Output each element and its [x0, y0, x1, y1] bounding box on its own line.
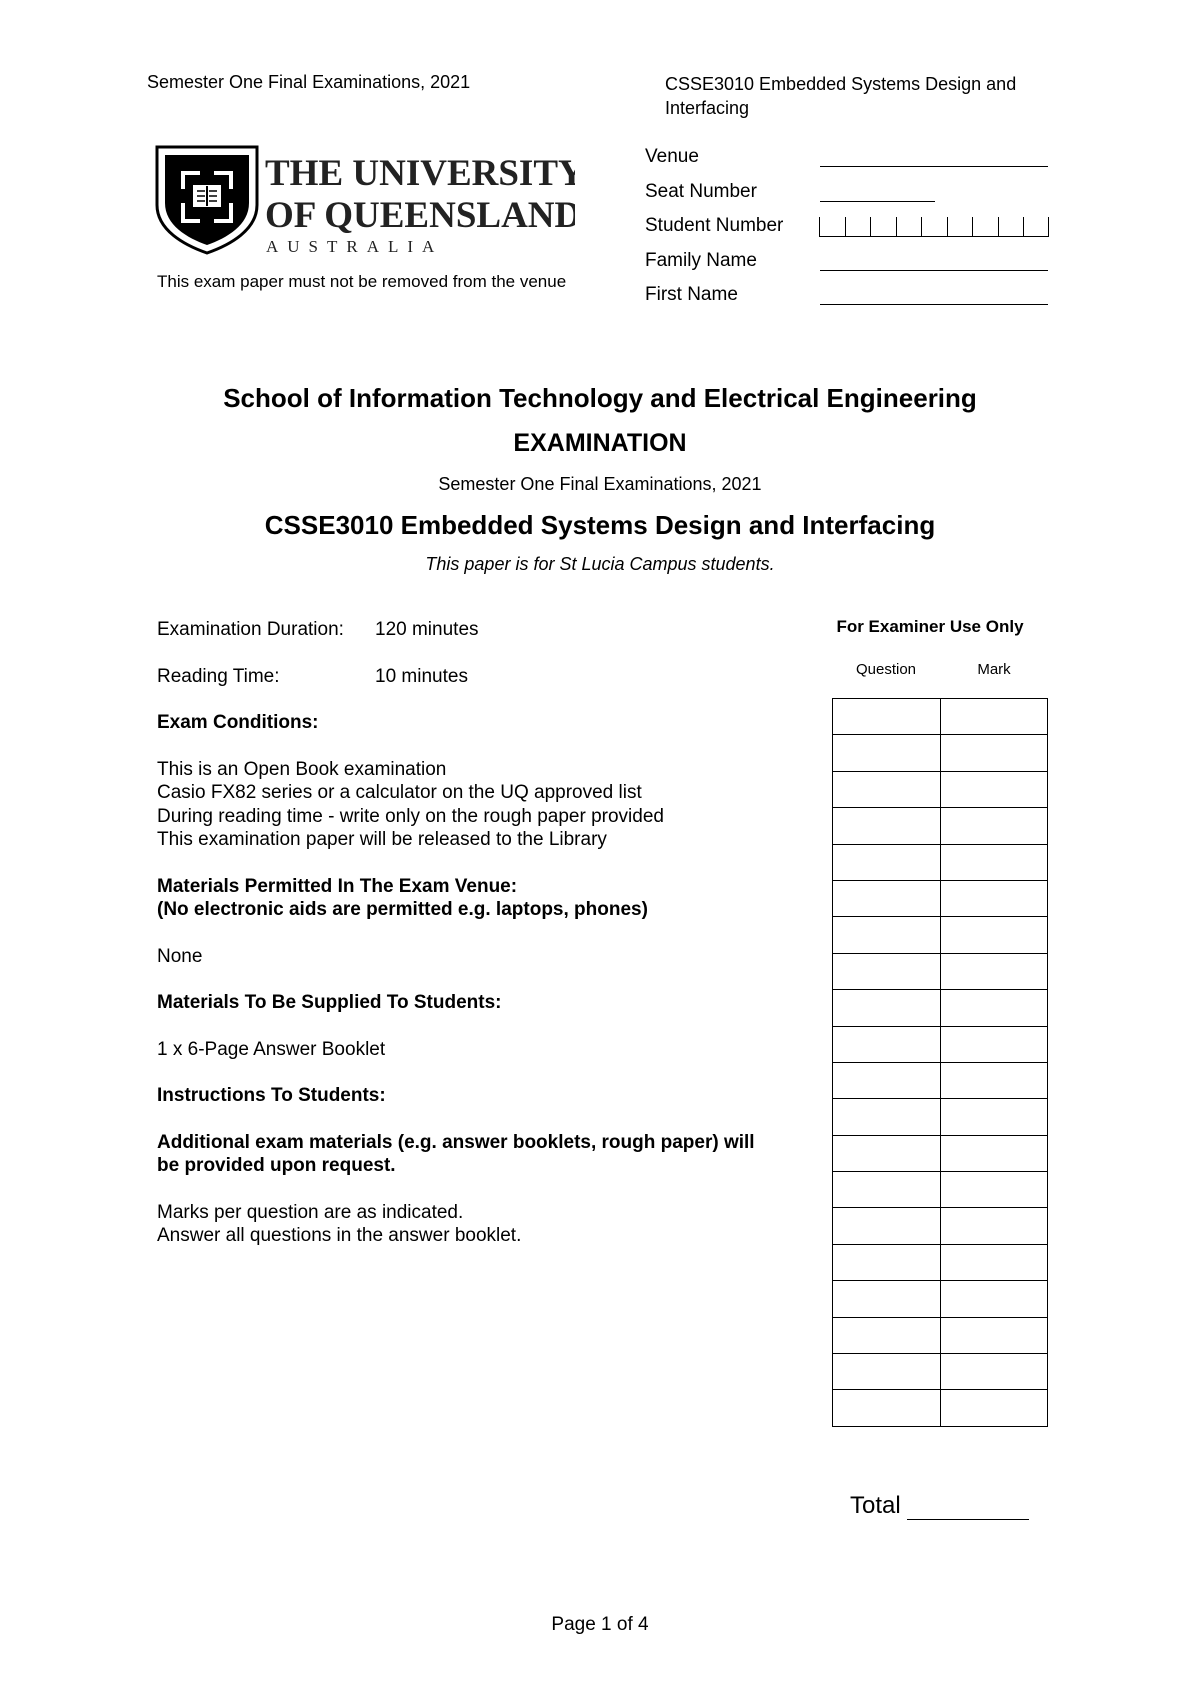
venue-label: Venue: [645, 146, 699, 167]
family-name-label: Family Name: [645, 249, 757, 271]
table-row: [833, 1354, 1048, 1390]
first-name-field[interactable]: [820, 304, 1048, 305]
digit-box[interactable]: [819, 217, 845, 237]
mark-column-header: Mark: [977, 661, 1011, 678]
digit-box[interactable]: [896, 217, 922, 237]
mark-cell: [940, 699, 1048, 735]
table-row: [833, 880, 1048, 916]
question-cell: [833, 1099, 941, 1135]
question-cell: [833, 1317, 941, 1353]
additional-materials-line2: be provided upon request.: [157, 1155, 396, 1176]
table-row: [833, 990, 1048, 1026]
mark-cell: [940, 1026, 1048, 1062]
total-label: Total: [850, 1492, 901, 1519]
additional-materials-line1: Additional exam materials (e.g. answer booklets, rough paper) will: [157, 1131, 755, 1153]
question-cell: [833, 1135, 941, 1171]
table-row: [833, 808, 1048, 844]
course-title: CSSE3010 Embedded Systems Design and Interfacing: [264, 510, 936, 540]
question-cell: [833, 880, 941, 916]
table-row: [833, 1281, 1048, 1317]
question-cell: [833, 735, 941, 771]
instructions-heading: Instructions To Students:: [157, 1085, 386, 1106]
table-row: [833, 1244, 1048, 1280]
table-row: [833, 844, 1048, 880]
digit-box[interactable]: [1023, 217, 1049, 237]
digit-box[interactable]: [845, 217, 871, 237]
mark-cell: [940, 953, 1048, 989]
candidate-form: [645, 146, 1165, 319]
seat-number-label: Seat Number: [645, 180, 757, 202]
family-name-row: [645, 250, 1165, 285]
condition-item: This is an Open Book examination: [157, 758, 447, 780]
condition-item: Casio FX82 series or a calculator on the UQ approved list: [157, 782, 642, 803]
examiner-heading: For Examiner Use Only: [836, 617, 1024, 636]
question-cell: [833, 917, 941, 953]
mark-cell: [940, 1244, 1048, 1280]
uq-crest-icon: [155, 145, 575, 255]
mark-cell: [940, 917, 1048, 953]
logo-line1: THE UNIVERSITY: [265, 153, 575, 194]
question-cell: [833, 1244, 941, 1280]
table-row: [833, 699, 1048, 735]
table-row: [833, 1026, 1048, 1062]
materials-subheading: (No electronic aids are permitted e.g. laptops, phones): [157, 899, 648, 920]
mark-cell: [940, 1390, 1048, 1426]
table-row: [833, 1390, 1048, 1426]
first-name-label: First Name: [645, 284, 738, 305]
page-number: Page 1 of 4: [551, 1614, 649, 1635]
header-right: CSSE3010 Embedded Systems Design and Interfacing: [665, 74, 1017, 118]
venue-row: [645, 146, 1165, 181]
table-row: [833, 1135, 1048, 1171]
student-number-field[interactable]: [819, 217, 1049, 237]
question-cell: [833, 699, 941, 735]
mark-cell: [940, 844, 1048, 880]
mark-cell: [940, 880, 1048, 916]
condition-item: This examination paper will be released to the Library: [157, 829, 607, 850]
venue-note: This exam paper must not be removed from the venue: [157, 272, 567, 291]
digit-box[interactable]: [972, 217, 998, 237]
table-row: [833, 1172, 1048, 1208]
question-column-header: Question: [855, 661, 917, 678]
mark-cell: [940, 1062, 1048, 1098]
venue-field[interactable]: [820, 166, 1048, 167]
question-cell: [833, 1354, 941, 1390]
logo-line3: AUSTRALIA: [266, 237, 444, 255]
student-number-row: [645, 215, 1165, 250]
student-number-label: Student Number: [645, 215, 784, 236]
seat-number-field[interactable]: [820, 201, 935, 202]
table-row: [833, 1062, 1048, 1098]
question-cell: [833, 844, 941, 880]
mark-cell: [940, 1281, 1048, 1317]
first-name-row: [645, 284, 1165, 319]
table-row: [833, 1317, 1048, 1353]
supplied-value: 1 x 6-Page Answer Booklet: [157, 1038, 386, 1060]
question-cell: [833, 1281, 941, 1317]
marks-note: Marks per question are as indicated.: [157, 1201, 464, 1223]
materials-heading: Materials Permitted In The Exam Venue:: [157, 875, 518, 897]
duration-label: Examination Duration:: [157, 619, 344, 640]
reading-label: Reading Time:: [157, 665, 280, 687]
mark-cell: [940, 1354, 1048, 1390]
semester-subtitle: Semester One Final Examinations, 2021: [438, 474, 762, 494]
mark-cell: [940, 1317, 1048, 1353]
mark-cell: [940, 808, 1048, 844]
uq-logo: [155, 145, 575, 255]
question-cell: [833, 771, 941, 807]
mark-cell: [940, 1208, 1048, 1244]
digit-box[interactable]: [947, 217, 973, 237]
table-row: [833, 1208, 1048, 1244]
mark-cell: [940, 771, 1048, 807]
table-row: [833, 771, 1048, 807]
mark-cell: [940, 1172, 1048, 1208]
conditions-heading: Exam Conditions:: [157, 712, 319, 733]
question-cell: [833, 1026, 941, 1062]
mark-cell: [940, 990, 1048, 1026]
total-line: [907, 1497, 1029, 1520]
exam-details: [157, 618, 817, 1248]
table-row: [833, 953, 1048, 989]
mark-cell: [940, 1099, 1048, 1135]
logo-line2: OF QUEENSLAND: [265, 195, 575, 236]
header-left: Semester One Final Examinations, 2021: [147, 72, 471, 92]
table-row: [833, 917, 1048, 953]
materials-value: None: [157, 945, 203, 967]
mark-cell: [940, 735, 1048, 771]
answer-note: Answer all questions in the answer booklet.: [157, 1225, 522, 1246]
table-row: [833, 735, 1048, 771]
question-cell: [833, 808, 941, 844]
digit-box[interactable]: [870, 217, 896, 237]
exam-title: EXAMINATION: [513, 429, 687, 457]
mark-cell: [940, 1135, 1048, 1171]
condition-item: During reading time - write only on the rough paper provided: [157, 805, 664, 827]
seat-number-row: [645, 181, 1165, 216]
table-row: [833, 1099, 1048, 1135]
duration-row: [157, 618, 817, 642]
reading-row: [157, 665, 817, 689]
campus-note: This paper is for St Lucia Campus students.: [425, 554, 775, 574]
school-title: School of Information Technology and Electrical Engineering: [223, 383, 977, 413]
digit-box[interactable]: [921, 217, 947, 237]
question-cell: [833, 953, 941, 989]
family-name-field[interactable]: [820, 270, 1048, 271]
total-field: [850, 1492, 1029, 1520]
question-cell: [833, 1390, 941, 1426]
question-cell: [833, 1208, 941, 1244]
question-cell: [833, 1172, 941, 1208]
question-cell: [833, 990, 941, 1026]
digit-box[interactable]: [998, 217, 1024, 237]
question-cell: [833, 1062, 941, 1098]
duration-value: 120 minutes: [375, 619, 479, 640]
supplied-heading: Materials To Be Supplied To Students:: [157, 992, 502, 1013]
examiner-marks-table: [832, 698, 1048, 1427]
reading-value: 10 minutes: [375, 665, 468, 687]
